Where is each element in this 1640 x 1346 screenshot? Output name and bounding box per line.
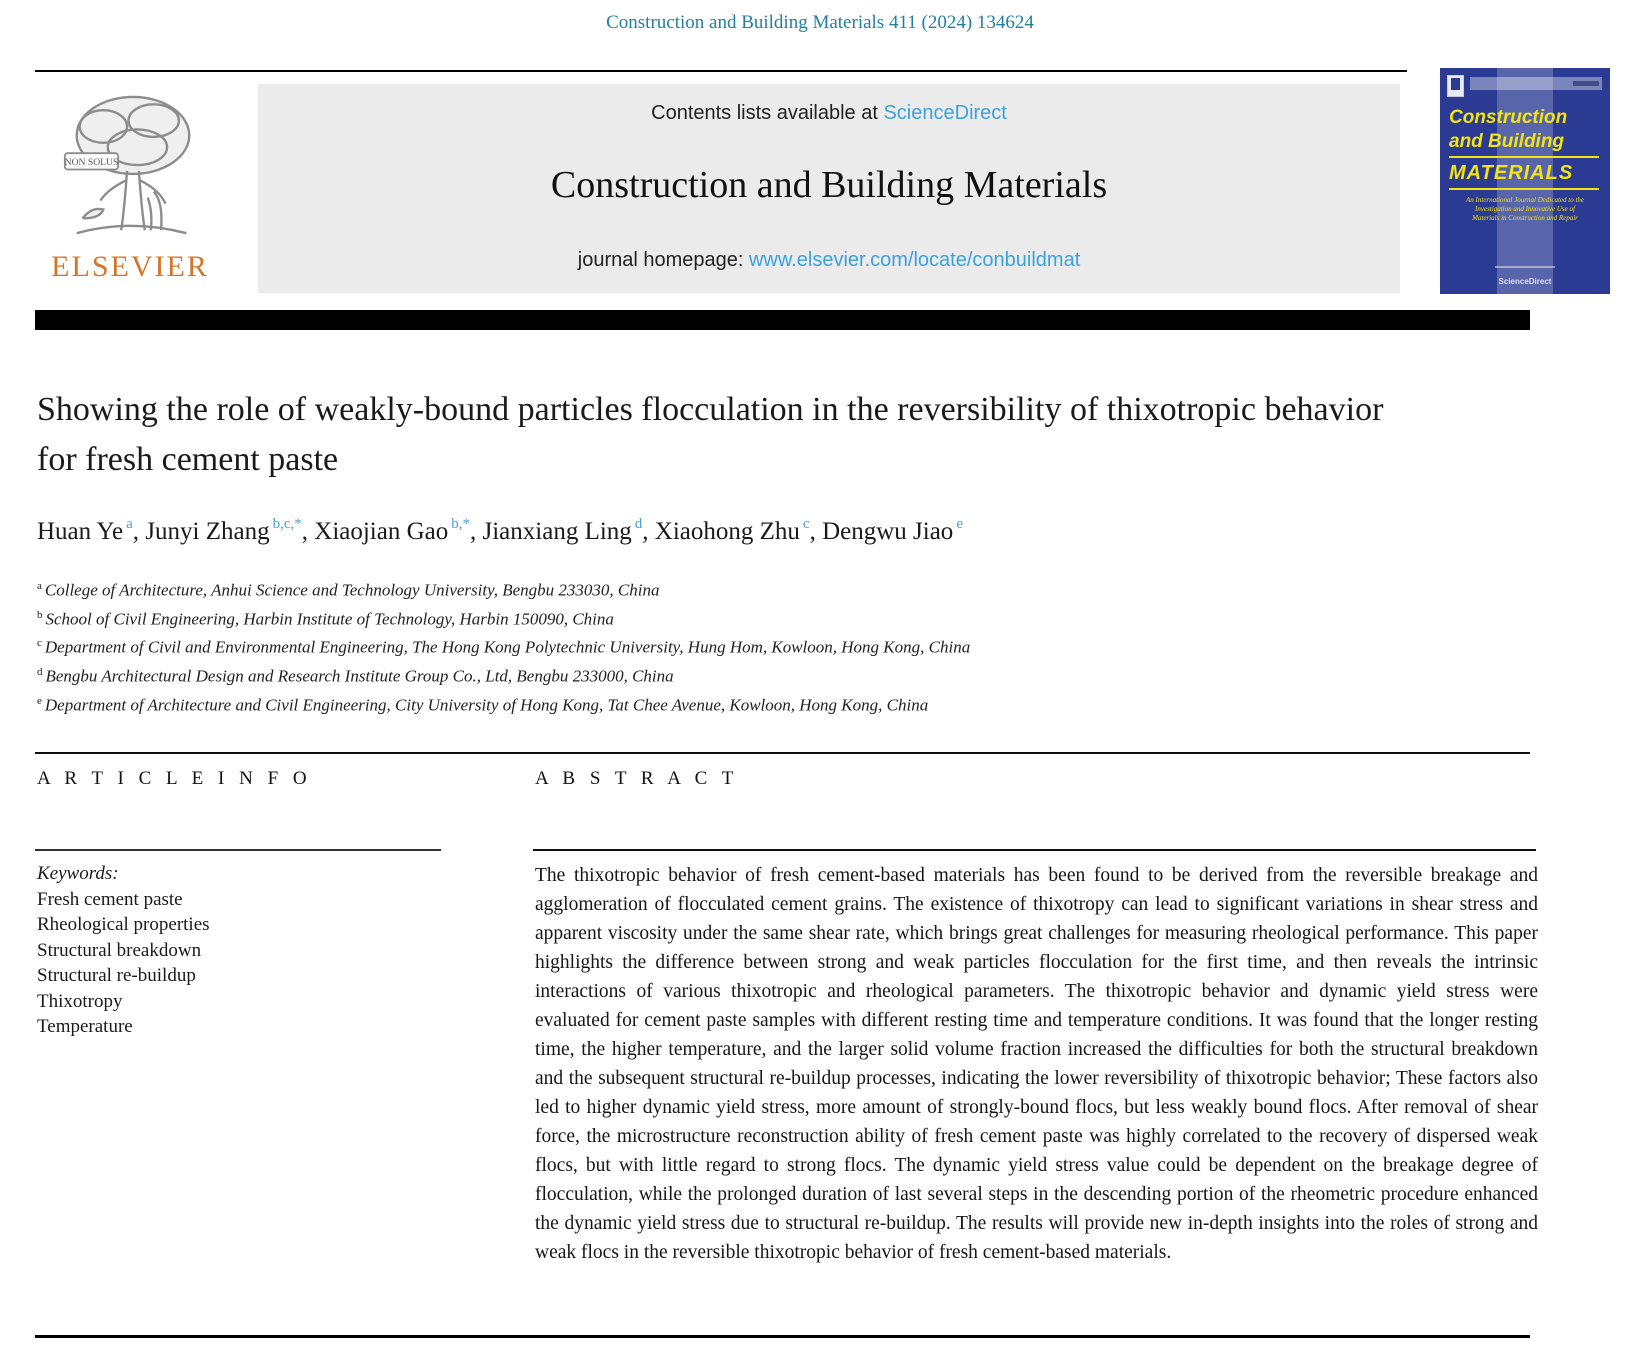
cover-subtitle: An International Journal Dedicated to the Investigation and Innovative Use of Materials in Construction and Repair bbox=[1465, 196, 1584, 222]
keywords-label: Keywords: bbox=[37, 863, 119, 884]
author-name: Jianxiang Ling bbox=[482, 518, 632, 546]
author-separator: , bbox=[809, 518, 823, 546]
keyword-item: Structural re-buildup bbox=[37, 965, 196, 986]
journal-cover-thumbnail[interactable] bbox=[1440, 68, 1610, 294]
affiliation-list bbox=[37, 574, 1337, 717]
cover-footer-rule bbox=[1495, 266, 1555, 268]
cover-title-line2: and Building bbox=[1449, 131, 1565, 152]
affiliation-row bbox=[37, 603, 1337, 632]
cover-underline-1 bbox=[1449, 156, 1599, 158]
cover-sciencedirect-label: ScienceDirect bbox=[1498, 277, 1552, 286]
affiliation-sup: a bbox=[37, 580, 42, 592]
abstract-heading: A B S T R A C T bbox=[535, 768, 739, 789]
article-info-rule bbox=[35, 849, 441, 851]
sciencedirect-link[interactable]: ScienceDirect bbox=[883, 102, 1007, 124]
affiliation-sup: c bbox=[37, 637, 42, 650]
keywords-block bbox=[37, 861, 457, 1040]
author-sup: e bbox=[956, 516, 963, 532]
abstract-text: The thixotropic behavior of fresh cement-based materials has been found to be derived from the reversible breakage and agglomeration of flocculated cement grains. The existence of thixotropy can lead to significant variations in shear stress and apparent viscosity under the same shear rate, which brings great challenges for measuring rheological performance. This paper highlights the difference between strong and weak particles flocculation for the first time, and then reveals the intrinsic interactions of various thixotropic and rheological parameters. The thixotropic behavior and dynamic yield stress were evaluated for cement paste samples with different resting time and temperature conditions. It was found that the longer resting time, the higher temperature, and the larger solid volume fraction increased the difficulties for both the structural breakdown and the subsequent structural re-buildup processes, indicating the lower reversibility of thixotropic behavior; These factors also led to higher dynamic yield stress, more amount of strongly-bound flocs, but less weakly bound flocs. After removal of shear force, the microstructure reconstruction ability of fresh cement paste was highly correlated to the recovery of dispersed weak flocs, but with little regard to strong flocs. The dynamic yield stress value could be dependent on the breakage degree of flocculation, while the prolonged duration of last several steps in the descending portion of the rheometric procedure enhanced the dynamic yield stress due to structural re-buildup. The results will provide new in-depth insights into the roles of strong and weak flocs in the reversible thixotropic behavior of fresh cement-based materials. bbox=[535, 865, 1538, 1263]
page-bottom-rule bbox=[35, 1335, 1530, 1338]
author-separator: , bbox=[132, 518, 146, 546]
cover-title-block bbox=[1449, 106, 1601, 192]
author bbox=[483, 518, 655, 545]
affiliation-sup: b bbox=[37, 608, 43, 621]
cover-elsevier-mark-inner bbox=[1451, 78, 1460, 90]
author bbox=[314, 518, 482, 545]
keyword-item: Rheological properties bbox=[37, 914, 210, 935]
article-title: Showing the role of weakly-bound particles flocculation in the reversibility of thixotropic behavior for fresh cement paste bbox=[37, 391, 1384, 478]
elsevier-motto: NON SOLUS bbox=[64, 157, 119, 169]
homepage-line bbox=[258, 249, 1400, 272]
affiliation-text: Department of Architecture and Civil Engineering, City University of Hong Kong, Tat Chee Avenue, Kowloon, Hong Kong, China bbox=[44, 695, 929, 715]
author-separator: , bbox=[470, 518, 483, 546]
cover-title-line3: MATERIALS bbox=[1449, 162, 1574, 184]
keyword-item: Structural breakdown bbox=[37, 939, 202, 961]
journal-header-banner bbox=[258, 84, 1400, 293]
author bbox=[655, 518, 822, 545]
journal-title: Construction and Building Materials bbox=[550, 164, 1108, 206]
author-name: Junyi Zhang bbox=[145, 518, 270, 546]
author-name: Xiaojian Gao bbox=[314, 518, 449, 546]
contents-prefix: Contents lists available at bbox=[651, 102, 884, 124]
affiliation-sup: e bbox=[37, 694, 42, 707]
affiliation-row bbox=[37, 689, 1337, 718]
affiliation-sup: d bbox=[37, 665, 43, 678]
section-divider-bar bbox=[35, 310, 1530, 330]
header-top-rule bbox=[35, 70, 1407, 72]
journal-homepage-link[interactable]: www.elsevier.com/locate/conbuildmat bbox=[748, 249, 1081, 271]
affiliation-row bbox=[37, 574, 1337, 603]
elsevier-tree-icon bbox=[55, 88, 205, 248]
author-sup: b,* bbox=[451, 516, 470, 532]
elsevier-logo bbox=[35, 88, 225, 293]
keyword-item: Thixotropy bbox=[37, 990, 123, 1012]
author bbox=[822, 518, 963, 545]
cover-elsevier-mark-icon bbox=[1447, 75, 1464, 97]
affiliation-text: Bengbu Architectural Design and Research Institute Group Co., Ltd, Bengbu 233000, China bbox=[45, 666, 674, 686]
affiliation-text: Department of Civil and Environmental Engineering, The Hong Kong Polytechnic University, Hung Hom, Kowloon, Hong Kong, China bbox=[44, 637, 971, 657]
author-list bbox=[37, 518, 1497, 546]
elsevier-wordmark: ELSEVIER bbox=[51, 250, 209, 283]
cover-issn-placeholder bbox=[1573, 81, 1599, 86]
author-sup: c bbox=[802, 516, 810, 532]
author-name: Xiaohong Zhu bbox=[654, 518, 800, 546]
journal-citation: Construction and Building Materials 411 (2024) 134624 bbox=[606, 12, 1034, 33]
affiliation-text: School of Civil Engineering, Harbin Institute of Technology, Harbin 150090, China bbox=[45, 609, 614, 629]
author bbox=[37, 518, 145, 545]
homepage-prefix: journal homepage: bbox=[577, 249, 749, 271]
keyword-item: Temperature bbox=[37, 1016, 133, 1037]
abstract-rule bbox=[533, 849, 1536, 851]
contents-line bbox=[258, 102, 1400, 125]
cover-top-bar bbox=[1470, 77, 1602, 90]
author-name: Dengwu Jiao bbox=[822, 518, 954, 546]
cover-title-line1: Construction bbox=[1449, 107, 1568, 128]
author bbox=[145, 518, 314, 545]
author-sup: b,c,* bbox=[272, 516, 302, 532]
article-info-top-rule bbox=[35, 752, 1530, 754]
affiliation-row bbox=[37, 660, 1337, 689]
author-sup: a bbox=[126, 516, 133, 532]
article-info-heading: A R T I C L E I N F O bbox=[37, 768, 312, 789]
author-name: Huan Ye bbox=[37, 518, 124, 546]
author-sup: d bbox=[634, 516, 643, 532]
affiliation-text: College of Architecture, Anhui Science and Technology University, Bengbu 233030, China bbox=[44, 580, 660, 600]
author-separator: , bbox=[301, 518, 315, 546]
author-separator: , bbox=[642, 518, 655, 546]
keyword-item: Fresh cement paste bbox=[37, 888, 183, 910]
cover-underline-2 bbox=[1449, 188, 1599, 190]
affiliation-row bbox=[37, 631, 1337, 660]
